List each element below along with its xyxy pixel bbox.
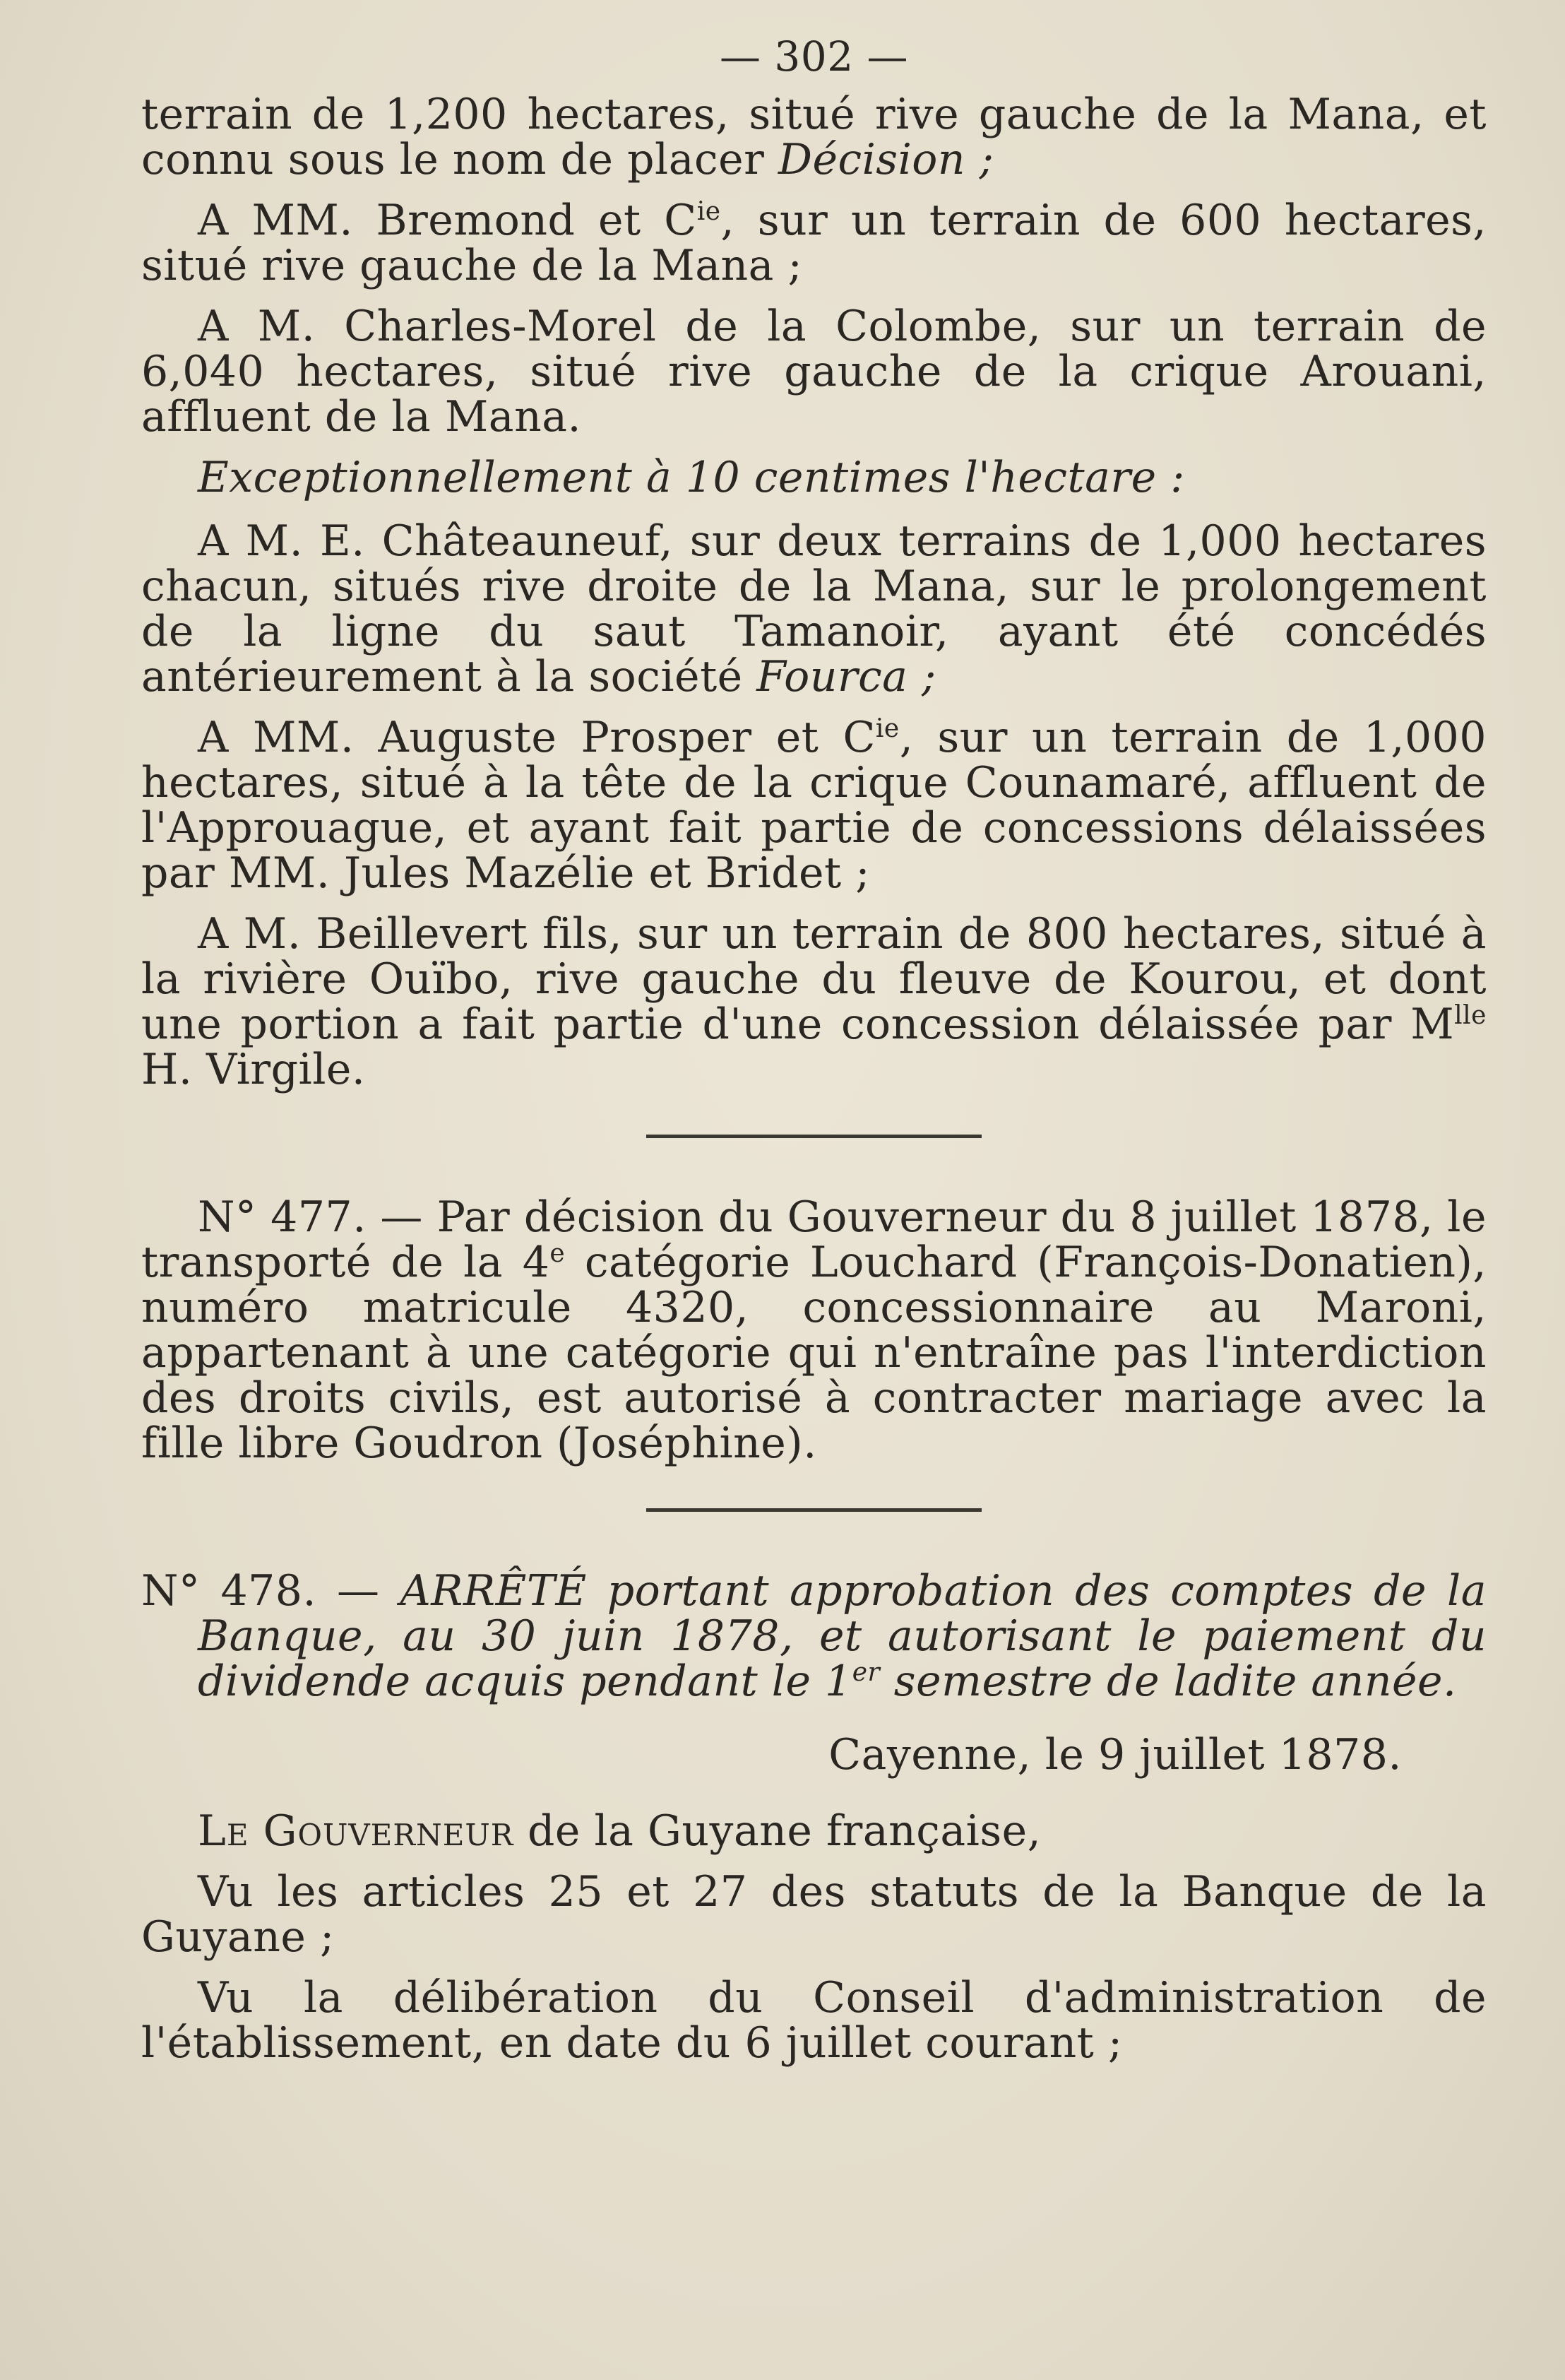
text-italic: Fourca ;	[756, 652, 936, 701]
page-number: — 302 —	[719, 32, 909, 81]
paragraph-vu-statuts: Vu les articles 25 et 27 des statuts de la Banque de la Guyane ;	[141, 1867, 1487, 1962]
arrete-title	[198, 1566, 1487, 1706]
paragraph-bremond	[141, 198, 1487, 288]
paragraph-prosper	[141, 715, 1487, 896]
text: A MM. Auguste Prosper et C	[198, 713, 876, 762]
paragraph-vu-deliberation: Vu la délibération du Conseil d'administration de l'établissement, en date du 6 juillet courant ;	[141, 1973, 1487, 2068]
text: H. Virgile.	[141, 1045, 366, 1094]
superscript: lle	[1454, 1001, 1487, 1030]
text: de la Guyane française,	[513, 1806, 1042, 1856]
text: , sur un terrain de 1,000 hectares, situé à la tête de la crique Counamaré, affluent de l'Approuague, et ayant fait partie de concessions délaissées par MM. Jules Mazélie et Bridet ;	[141, 713, 1487, 898]
paragraph-decision-477	[141, 1192, 1487, 1468]
text: A MM. Bremond et C	[198, 196, 697, 245]
text: semestre de ladite année.	[880, 1657, 1457, 1706]
arrete-478-heading	[141, 1568, 1487, 1704]
text: A M. Beillevert fils, sur un terrain de 800 hectares, situé à la rivière Ouïbo, rive gauche du fleuve de Kourou, et dont une portion a fait partie d'une concession délaissée par M	[141, 909, 1487, 1049]
sub-heading: Exceptionnellement à 10 centimes l'hectare :	[198, 453, 1185, 502]
paragraph-beillevert	[141, 911, 1487, 1092]
text-italic: Décision ;	[778, 135, 994, 184]
text: terrain de 1,200 hectares, situé rive gauche de la Mana, et connu sous le nom de placer	[141, 90, 1487, 184]
superscript: e	[549, 1239, 566, 1268]
superscript: ie	[696, 197, 721, 226]
paragraph-chateauneuf	[141, 516, 1487, 701]
paragraph-morel: A M. Charles-Morel de la Colombe, sur un terrain de 6,040 hectares, situé rive gauche de la crique Arouani, affluent de la Mana.	[141, 302, 1487, 442]
place-date: Cayenne, le 9 juillet 1878.	[828, 1730, 1402, 1780]
section-divider	[646, 1508, 982, 1512]
section-divider	[646, 1135, 982, 1138]
text: A M. E. Châteauneuf, sur deux terrains de 1,000 hectares chacun, situés rive droite de la Mana, sur le prolongement de la ligne du saut Tamanoir, ayant été concédés antérieurement à la société	[141, 516, 1487, 701]
text: ARRÊTÉ portant approbation des comptes de la Banque, au 30 juin 1878, et autorisant le paiement du dividende acquis pendant le 1	[198, 1566, 1487, 1706]
text-column	[141, 28, 1487, 2066]
text: N° 477. — Par décision du Gouverneur du 8 juillet 1878, le transporté de la 4	[141, 1192, 1487, 1287]
paragraph-governor	[141, 1808, 1487, 1854]
superscript: er	[852, 1658, 881, 1687]
governor-title: Le Gouverneur	[198, 1806, 514, 1856]
superscript: ie	[875, 714, 900, 743]
paragraph-placer-decision	[141, 92, 1487, 182]
arrete-number: N° 478. —	[141, 1566, 380, 1616]
text: , sur un terrain de 600 hectares, situé rive gauche de la Mana ;	[141, 196, 1487, 290]
text: catégorie Louchard (François-Donatien), numéro matricule 4320, concessionnaire au Maroni, appartenant à une catégorie qui n'entraîne pas l'interdiction des droits civils, est autorisé à contracter mariage avec la fille libre Goudron (Joséphine).	[141, 1238, 1487, 1468]
